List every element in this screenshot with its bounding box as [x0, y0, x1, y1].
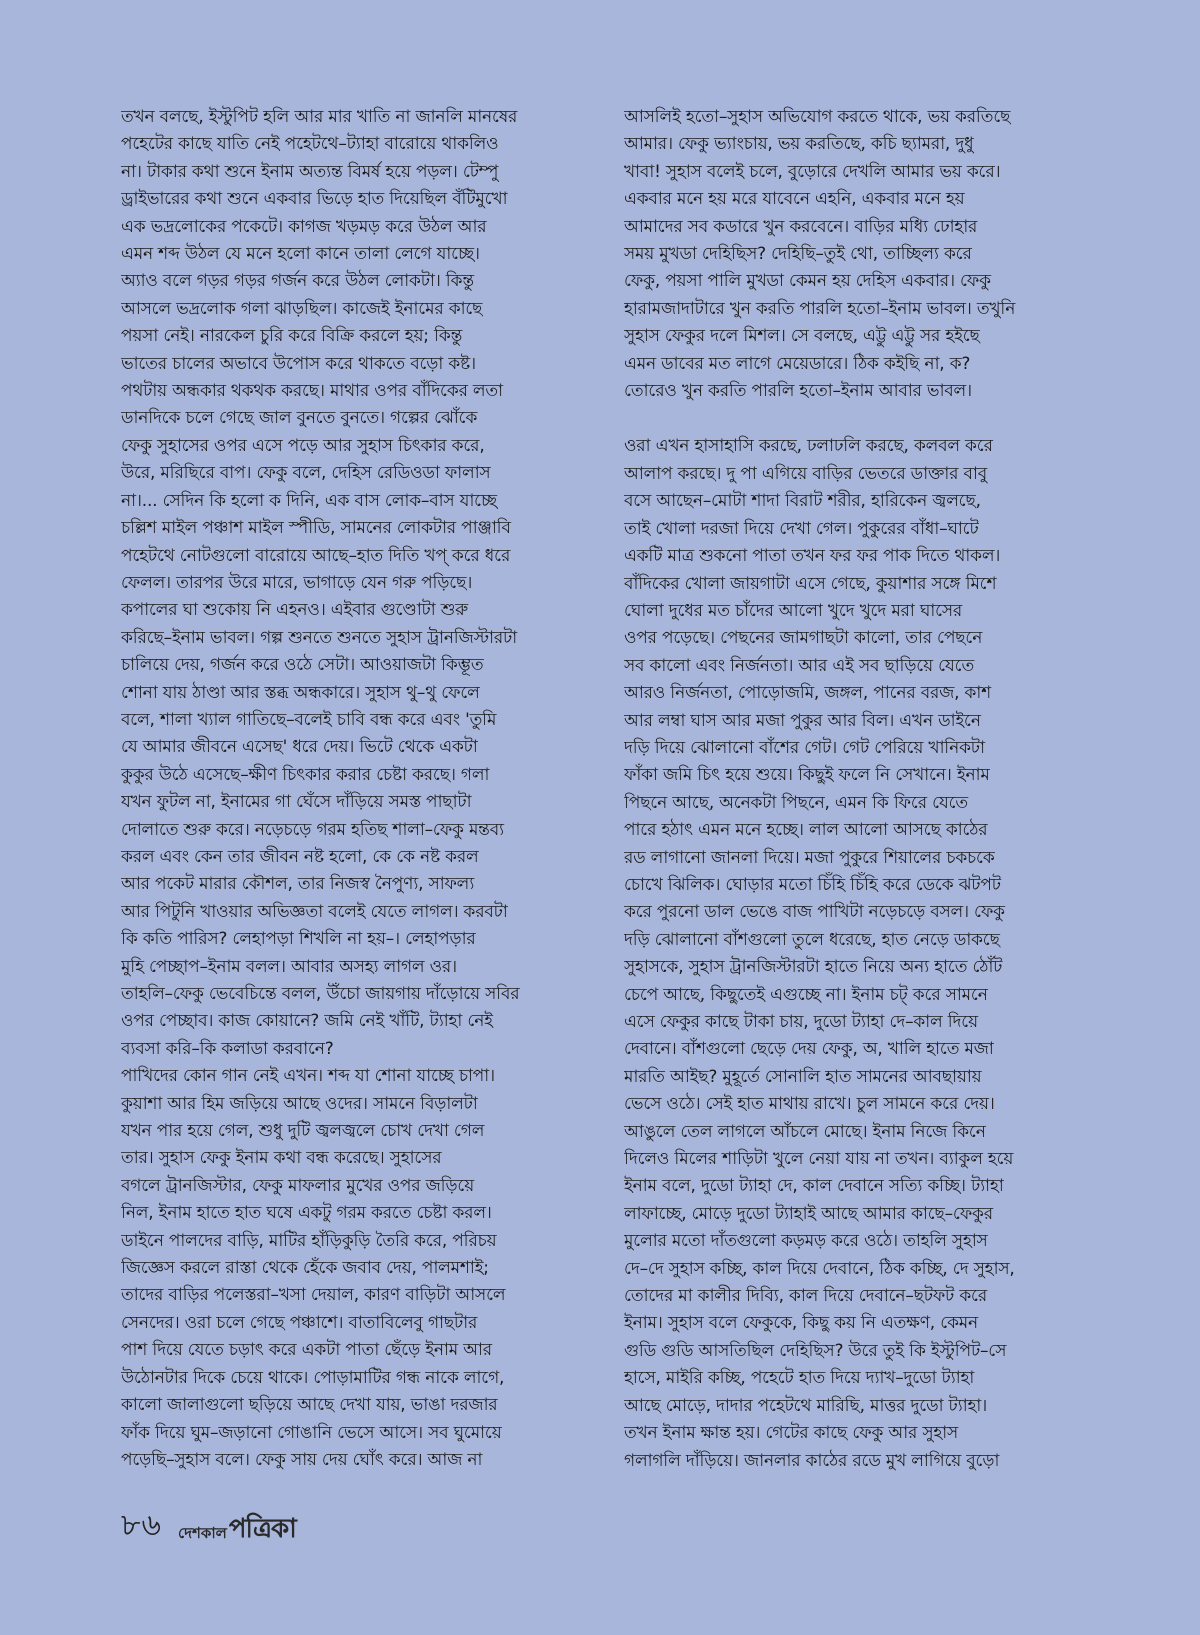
logo-big-text: পত্রিকা [228, 1514, 296, 1544]
text-line: ফেকু সুহাসের ওপর এসে পড়ে আর সুহাস চিৎকার করে, [121, 435, 485, 456]
text-line: চালিয়ে দেয়, গর্জন করে ওঠে সেটা। আওয়াজটা কিম্ভূত [121, 655, 484, 676]
text-line: দিলেও মিলের শাড়িটা খুলে নেয়া যায় না তখন। ব্যাকুল হয়ে [624, 1149, 1014, 1170]
text-line: আরও নির্জনতা, পোড়োজমি, জঙ্গল, পানের বরজ, কাশ [624, 683, 992, 704]
text-line: পিছনে আছে, অনেকটা পিছনে, এমন কি ফিরে যেতে [624, 792, 968, 813]
text-line: কালো জালাগুলো ছড়িয়ে আছে দেখা যায়, ভাঙা দরজার [121, 1395, 498, 1416]
text-line: পথটায় অন্ধকার থকথক করছে। মাথার ওপর বাঁদিকের লতা [121, 381, 503, 402]
text-line: পাশ দিয়ে যেতে চড়াৎ করে একটা পাতা ছেঁড়ে ইনাম আর [121, 1340, 492, 1361]
paragraph-gap [624, 405, 1092, 433]
text-line: কি কতি পারিস? লেহাপড়া শিখলি না হয়–। লেহাপড়ার [121, 929, 476, 950]
text-line: চল্লিশ মাইল পঞ্চাশ মাইল স্পীডি, সামনের লোকটার পাঞ্জাবি [121, 518, 511, 539]
text-line: তখন ইনাম ক্ষান্ত হয়। গেটের কাছে ফেকু আর সুহাস [624, 1423, 959, 1444]
text-line: অ্যাও বলে গড়র গড়র গর্জন করে উঠল লোকটা। কিন্তু [121, 271, 474, 292]
right-column [624, 104, 1092, 1475]
text-line: করে পুরনো ডাল ভেঙে বাজ পাখিটা নড়েচড়ে বসল। ফেকু [624, 902, 1005, 923]
text-line: করিছে–ইনাম ভাবল। গল্প শুনতে শুনতে সুহাস ট্রানজিস্টারটা [121, 627, 517, 648]
text-line: কুয়াশা আর হিম জড়িয়ে আছে ওদের। সামনে বিড়ালটা [121, 1093, 478, 1114]
text-line: ওপর পেচ্ছাব। কাজ কোয়ানে? জমি নেই খাঁটি, ট্যাহা নেই [121, 1011, 493, 1032]
text-line: শোনা যায় ঠাণ্ডা আর স্তব্ধ অন্ধকারে। সুহাস থু–থু ফেলে [121, 682, 480, 703]
text-line: এমন ডাবের মত লাগে মেয়েডারে। ঠিক কইছি না, ক? [624, 353, 971, 374]
text-line: ফেকু, পয়সা পালি মুখডা কেমন হয় দেহিস একবার। ফেকু [624, 271, 991, 292]
text-line: পারে হঠাৎ এমন মনে হচ্ছে। লাল আলো আসছে কাঠের [624, 820, 988, 841]
text-line: বগলে ট্রানজিস্টার, ফেকু মাফলার মুখের ওপর জড়িয়ে [121, 1175, 475, 1196]
text-line: মুহি পেচ্ছাপ–ইনাম বলল। আবার অসহ্য লাগল ওর। [121, 956, 457, 977]
text-line: ড্রাইভারের কথা শুনে একবার ভিড়ে হাত দিয়েছিল বঁটিমুখো [121, 189, 508, 210]
text-line: মুলোর মতো দাঁতগুলো কড়মড় করে ওঠে। তাহলি সুহাস [624, 1231, 988, 1252]
text-line: ভেসে ওঠে। সেই হাত মাথায় রাখে। চুল সামনে করে দেয়। [624, 1094, 995, 1115]
text-line: এসে ফেকুর কাছে টাকা চায়, দুডো ট্যাহা দে–কাল দিয়ে [624, 1012, 978, 1032]
text-line: ইনাম। সুহাস বলে ফেকুকে, কিছু কয় নি এতক্ষণ, কেমন [624, 1313, 978, 1334]
text-line: আর পিটুনি খাওয়ার অভিজ্ঞতা বলেই যেতে লাগল। করবটা [121, 901, 508, 922]
page-footer [121, 1500, 296, 1544]
left-column [121, 104, 589, 1474]
text-line: আলাপ করছে। দু পা এগিয়ে বাড়ির ভেতরে ডাক্তার বাবু [624, 463, 987, 484]
text-line: তোদের মা কালীর দিব্যি, কাল দিয়ে দেবানে–ছটফট করে [624, 1286, 988, 1307]
text-line: তোরেও খুন করতি পারলি হতো–ইনাম আবার ভাবল। [624, 381, 972, 402]
text-line: দোলাতে শুরু করে। নড়েচড়ে গরম হতিছ শালা–ফেকু মন্তব্য [121, 819, 504, 840]
text-line: না। টাকার কথা শুনে ইনাম অত্যন্ত বিমর্ষ হয়ে পড়ল। টেম্পু [121, 161, 499, 182]
text-line: ব্যবসা করি–কি কলাডা করবানে? [121, 1038, 334, 1059]
text-line: আমাদের সব কডারে খুন করবেনে। বাড়ির মধ্যি ঢোহার [624, 216, 978, 237]
text-line: একবার মনে হয় মরে যাবেনে এহনি, একবার মনে হয় [624, 189, 965, 210]
text-line: যে আমার জীবনে এসেছ' ধরে দেয়। ভিটে থেকে একটা [121, 737, 478, 758]
text-line: আর লম্বা ঘাস আর মজা পুকুর আর বিল। এখন ডাইনে [624, 710, 981, 731]
text-line: গলাগলি দাঁড়িয়ে। জানলার কাঠের রডে মুখ লাগিয়ে বুড়ো [624, 1450, 1000, 1471]
text-line: করল এবং কেন তার জীবন নষ্ট হলো, কে কে নষ্ট করল [121, 846, 479, 867]
text-line: পড়েছি–সুহাস বলে। ফেকু সায় দেয় ঘোঁৎ করে। আজ না [121, 1449, 483, 1470]
text-line: সেনদের। ওরা চলে গেছে পঞ্চাশে। বাতাবিলেবু গাছটার [121, 1312, 478, 1333]
text-line: এমন শব্দ উঠল যে মনে হলো কানে তালা লেগে যাচ্ছে। [121, 244, 480, 265]
text-line: তাদের বাড়ির পলেস্তরা–খসা দেয়াল, কারণ বাড়িটা আসলে [121, 1285, 506, 1306]
text-line: কুকুর উঠে এসেছে–ক্ষীণ চিৎকার করার চেষ্টা করছে। গলা [121, 764, 490, 785]
text-line: সময় মুখডা দেহিছিস? দেহিছি–তুই থো, তাচ্ছিল্য করে [624, 244, 972, 265]
text-line: উঠোনটার দিকে চেয়ে থাকে। পোড়ামাটির গন্ধ নাকে লাগে, [121, 1367, 505, 1388]
text-line: আর পকেট মারার কৌশল, তার নিজস্ব নৈপুণ্য, সাফল্য [121, 874, 475, 895]
text-line: তখন বলছে, ইস্টুপিট হলি আর মার খাতি না জানলি মানষের [121, 107, 518, 127]
text-line: ডাইনে পালদের বাড়ি, মাটির হাঁড়িকুড়ি তৈরি করে, পরিচয় [121, 1230, 497, 1251]
logo-small-text: দেশকাল [177, 1524, 227, 1542]
text-line: চেপে আছে, কিছুতেই এগুচ্ছে না। ইনাম চট্ করে সামনে [624, 984, 988, 1005]
text-line: ওপর পড়েছে। পেছনের জামগাছটা কালো, তার পেছনে [624, 628, 983, 649]
text-line: উরে, মরিছিরে বাপ। ফেকু বলে, দেহিস রেডিওডা ফালাস [121, 463, 491, 484]
text-line: ডানদিকে চলে গেছে জাল বুনতে বুনতে। গল্পের ঝোঁকে [121, 408, 478, 429]
text-line: আসলিই হতো–সুহাস অভিযোগ করতে থাকে, ভয় করতিছে [624, 107, 1011, 127]
text-line: দেবানে। বাঁশগুলো ছেড়ে দেয় ফেকু, অ, খালি হাতে মজা [624, 1039, 994, 1060]
page-number: ৮৬ [121, 1508, 162, 1543]
text-line: পাখিদের কোন গান নেই এখন। শব্দ যা শোনা যাচ্ছে চাপা। [121, 1066, 495, 1087]
text-line: বসে আছেন–মোটা শাদা বিরাট শরীর, হারিকেন জ্বলছে, [624, 491, 981, 512]
text-line: মারতি আইছ? মুহূর্তে সোনালি হাত সামনের আবছায়ায় [624, 1066, 982, 1087]
text-line: তার। সুহাস ফেকু ইনাম কথা বন্ধ করেছে। সুহাসের [121, 1148, 442, 1169]
text-line: ফাঁকা জমি চিৎ হয়ে শুয়ে। কিছুই ফলে নি সেখানে। ইনাম [624, 765, 990, 786]
text-line: ঘোলা দুধের মত চাঁদের আলো খুদে খুদে মরা ঘাসের [624, 600, 963, 621]
text-line: হারামজাদাটারে খুন করতি পারলি হতো–ইনাম ভাবল। তখুনি [624, 298, 1016, 319]
text-line: তাই খোলা দরজা দিয়ে দেখা গেল। পুকুরের বাঁধা–ঘাটে [624, 518, 979, 539]
text-line: একটি মাত্র শুকনো পাতা তখন ফর ফর পাক দিতে থাকল। [624, 546, 1001, 567]
text-line: পহেটথে নোটগুলো বারোয়ে আছে–হাত দিতি খপ্ করে ধরে [121, 545, 511, 566]
text-line: ফাঁক দিয়ে ঘুম–জড়ানো গোঙানি ভেসে আসে। সব ঘুমোয়ে [121, 1422, 502, 1443]
text-line: বাঁদিকের খোলা জায়গাটা এসে গেছে, কুয়াশার সঙ্গে মিশে [624, 573, 997, 594]
text-line: লাফাচ্ছে, মোড়ে দুডো ট্যাহাই আছে আমার কাছে–ফেকুর [624, 1203, 993, 1224]
text-line: তাহলি–ফেকু ভেবেচিন্তে বলল, উঁচো জায়গায় দাঁড়োয়ে সবির [121, 984, 520, 1004]
text-line: সুহাসকে, সুহাস ট্রানজিস্টারটা হাতে নিয়ে অন্য হাতে ঠোঁট [624, 957, 1003, 978]
text-line: পহেটের কাছে যাতি নেই পহেটথে–ট্যাহা বারোয়ে থাকলিও [121, 134, 499, 155]
text-line: দে–দে সুহাস কচ্ছি, কাল দিয়ে দেবানে, ঠিক কচ্ছি, দে সুহাস, [624, 1258, 1015, 1279]
text-line: না।... সেদিন কি হলো ক দিনি, এক বাস লোক–বাস যাচ্ছে [121, 490, 497, 511]
text-line: দড়ি দিয়ে ঝোলানো বাঁশের গেট। গেট পেরিয়ে খানিকটা [624, 737, 985, 758]
text-line: আছে মোড়ে, দাদার পহেটথে মারিছি, মাত্তর দুডো ট্যাহা। [624, 1395, 988, 1416]
text-line: ইনাম বলে, দুডো ট্যাহা দে, কাল দেবানে সত্যি কচ্ছি। ট্যাহা [624, 1176, 1004, 1197]
text-line: ফেলল। তারপর উরে মারে, ভাগাড়ে যেন গরু পড়িছে। [121, 572, 473, 593]
magazine-logo [178, 1514, 296, 1544]
text-line: খাবা! সুহাস বলেই চলে, বুড়োরে দেখলি আমার ভয় করে। [624, 161, 1001, 182]
text-line: আসলে ভদ্রলোক গলা ঝাড়ছিল। কাজেই ইনামের কাছে [121, 298, 483, 319]
text-line: চোখে ঝিলিক। ঘোড়ার মতো চিঁহি চিঁহি করে ডেকে ঝটপট [624, 874, 1001, 895]
text-line: ওরা এখন হাসাহাসি করছে, ঢলাঢলি করছে, কলবল করে [624, 436, 993, 457]
text-line: পয়সা নেই। নারকেল চুরি করে বিক্রি করলে হয়; কিন্তু [121, 326, 463, 347]
text-line: জিজ্ঞেস করলে রাস্তা থেকে হেঁকে জবাব দেয়, পালমশাই; [121, 1258, 489, 1279]
text-line: আঙুলে তেল লাগলে আঁচলে মোছে। ইনাম নিজে কিনে [624, 1121, 986, 1142]
text-line: দড়ি ঝোলানো বাঁশগুলো তুলে ধরেছে, হাত নেড়ে ডাকছে [624, 929, 1000, 950]
text-line: সুহাস ফেকুর দলে মিশল। সে বলছে, এট্টু এট্টু সর হইছে [624, 326, 980, 347]
text-line: ভাতের চালের অভাবে উপোস করে থাকতে বড়ো কষ্ট। [121, 353, 476, 374]
text-line: বলে, শালা খ্যাল গাতিছে–বলেই চাবি বন্ধ করে এবং 'তুমি [121, 709, 497, 730]
text-line: হাসে, মাইরি কচ্ছি, পহেটে হাত দিয়ে দ্যাখ–দুডো ট্যাহা [624, 1368, 975, 1389]
text-line: এক ভদ্রলোকের পকেটে। কাগজ খড়মড় করে উঠল আর [121, 216, 487, 237]
text-line: যখন ফুটল না, ইনামের গা ঘেঁসে দাঁড়িয়ে সমস্ত পাছাটা [121, 792, 472, 813]
text-line: কপালের ঘা শুকোয় নি এহনও। এইবার গুণ্ডোটা শুরু [121, 600, 469, 621]
text-line: সব কালো এবং নির্জনতা। আর এই সব ছাড়িয়ে যেতে [624, 655, 975, 676]
text-line: আমার। ফেকু ভ্যাংচায়, ভয় করতিছে, কচি ছ্যামরা, দুধু [624, 134, 974, 155]
text-line: রড লাগানো জানলা দিয়ে। মজা পুকুরে শিয়ালের চকচকে [624, 847, 995, 868]
text-line: গুডি গুডি আসতিছিল দেহিছিস? উরে তুই কি ইস্টুপিট–সে [624, 1340, 1007, 1361]
text-line: নিল, ইনাম হাতে হাত ঘষে একটু গরম করতে চেষ্টা করল। [121, 1203, 492, 1224]
text-line: যখন পার হয়ে গেল, শুধু দুটি জ্বলজ্বলে চোখ দেখা গেল [121, 1121, 485, 1142]
